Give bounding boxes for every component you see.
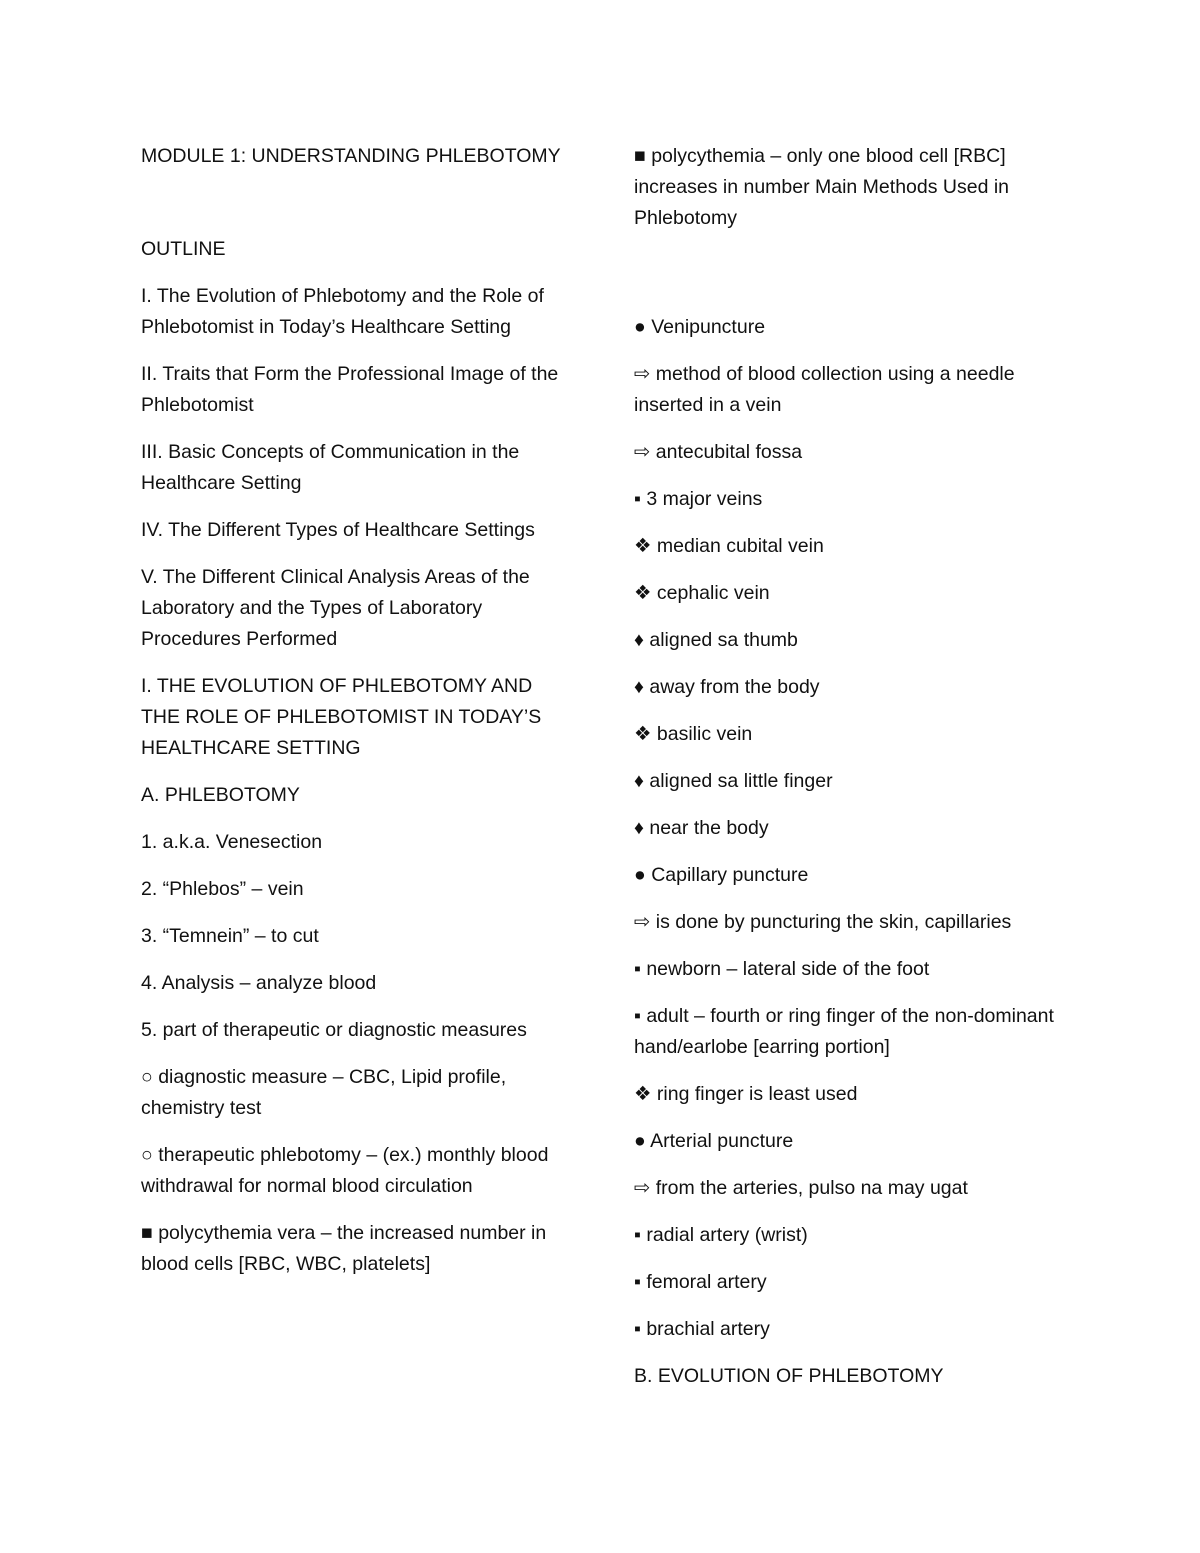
method-venipuncture: ● Venipuncture xyxy=(634,316,766,338)
list-item: ▪ adult – fourth or ring finger of the non-dominant hand/earlobe [earring portion] xyxy=(634,1005,1054,1058)
list-item: ⇨ is done by puncturing the skin, capillaries xyxy=(634,911,1012,933)
list-item: ▪ 3 major veins xyxy=(634,488,763,510)
subsection-heading: A. PHLEBOTOMY xyxy=(141,784,300,806)
list-item: 2. “Phlebos” – vein xyxy=(141,878,304,900)
list-item: ○ therapeutic phlebotomy – (ex.) monthly blood withdrawal for normal blood circulation xyxy=(141,1144,549,1197)
method-capillary-puncture: ● Capillary puncture xyxy=(634,864,809,886)
list-item: ▪ newborn – lateral side of the foot xyxy=(634,958,930,980)
list-item: 5. part of therapeutic or diagnostic measures xyxy=(141,1019,527,1041)
outline-item-4: IV. The Different Types of Healthcare Settings xyxy=(141,519,535,541)
list-item: ▪ femoral artery xyxy=(634,1271,767,1293)
list-item: 1. a.k.a. Venesection xyxy=(141,831,323,853)
list-item: ♦ aligned sa little finger xyxy=(634,770,833,792)
outline-item-2: II. Traits that Form the Professional Image of the Phlebotomist xyxy=(141,363,559,416)
outline-item-1: I. The Evolution of Phlebotomy and the Role of Phlebotomist in Today’s Healthcare Setting xyxy=(141,285,544,338)
list-item: ♦ away from the body xyxy=(634,676,820,698)
list-item: ⇨ method of blood collection using a needle inserted in a vein xyxy=(634,363,1015,416)
outline-heading: OUTLINE xyxy=(141,238,226,260)
section-heading: I. THE EVOLUTION OF PHLEBOTOMY AND THE ROLE OF PHLEBOTOMIST IN TODAY’S HEALTHCARE SETTING xyxy=(141,675,542,759)
module-title: MODULE 1: UNDERSTANDING PHLEBOTOMY xyxy=(141,145,561,167)
list-item: ♦ aligned sa thumb xyxy=(634,629,798,651)
list-item: ❖ median cubital vein xyxy=(634,535,824,557)
list-item: ⇨ antecubital fossa xyxy=(634,441,803,463)
method-arterial-puncture: ● Arterial puncture xyxy=(634,1130,794,1152)
list-item: ❖ ring finger is least used xyxy=(634,1083,858,1105)
list-item: ❖ basilic vein xyxy=(634,723,753,745)
right-column xyxy=(634,141,1064,1408)
list-item: ▪ brachial artery xyxy=(634,1318,770,1340)
outline-item-5: V. The Different Clinical Analysis Areas of the Laboratory and the Types of Laboratory Procedures Performed xyxy=(141,566,530,650)
list-item: ♦ near the body xyxy=(634,817,769,839)
left-column xyxy=(141,141,573,1296)
list-item: ⇨ from the arteries, pulso na may ugat xyxy=(634,1177,968,1199)
list-item: 4. Analysis – analyze blood xyxy=(141,972,377,994)
subsection-heading: B. EVOLUTION OF PHLEBOTOMY xyxy=(634,1365,944,1387)
list-item: ❖ cephalic vein xyxy=(634,582,770,604)
list-item: ■ polycythemia – only one blood cell [RBC] increases in number Main Methods Used in Phlebotomy xyxy=(634,145,1010,229)
outline-item-3: III. Basic Concepts of Communication in the Healthcare Setting xyxy=(141,441,520,494)
list-item: ▪ radial artery (wrist) xyxy=(634,1224,808,1246)
list-item: ■ polycythemia vera – the increased number in blood cells [RBC, WBC, platelets] xyxy=(141,1222,547,1275)
list-item: 3. “Temnein” – to cut xyxy=(141,925,319,947)
list-item: ○ diagnostic measure – CBC, Lipid profile, chemistry test xyxy=(141,1066,507,1119)
